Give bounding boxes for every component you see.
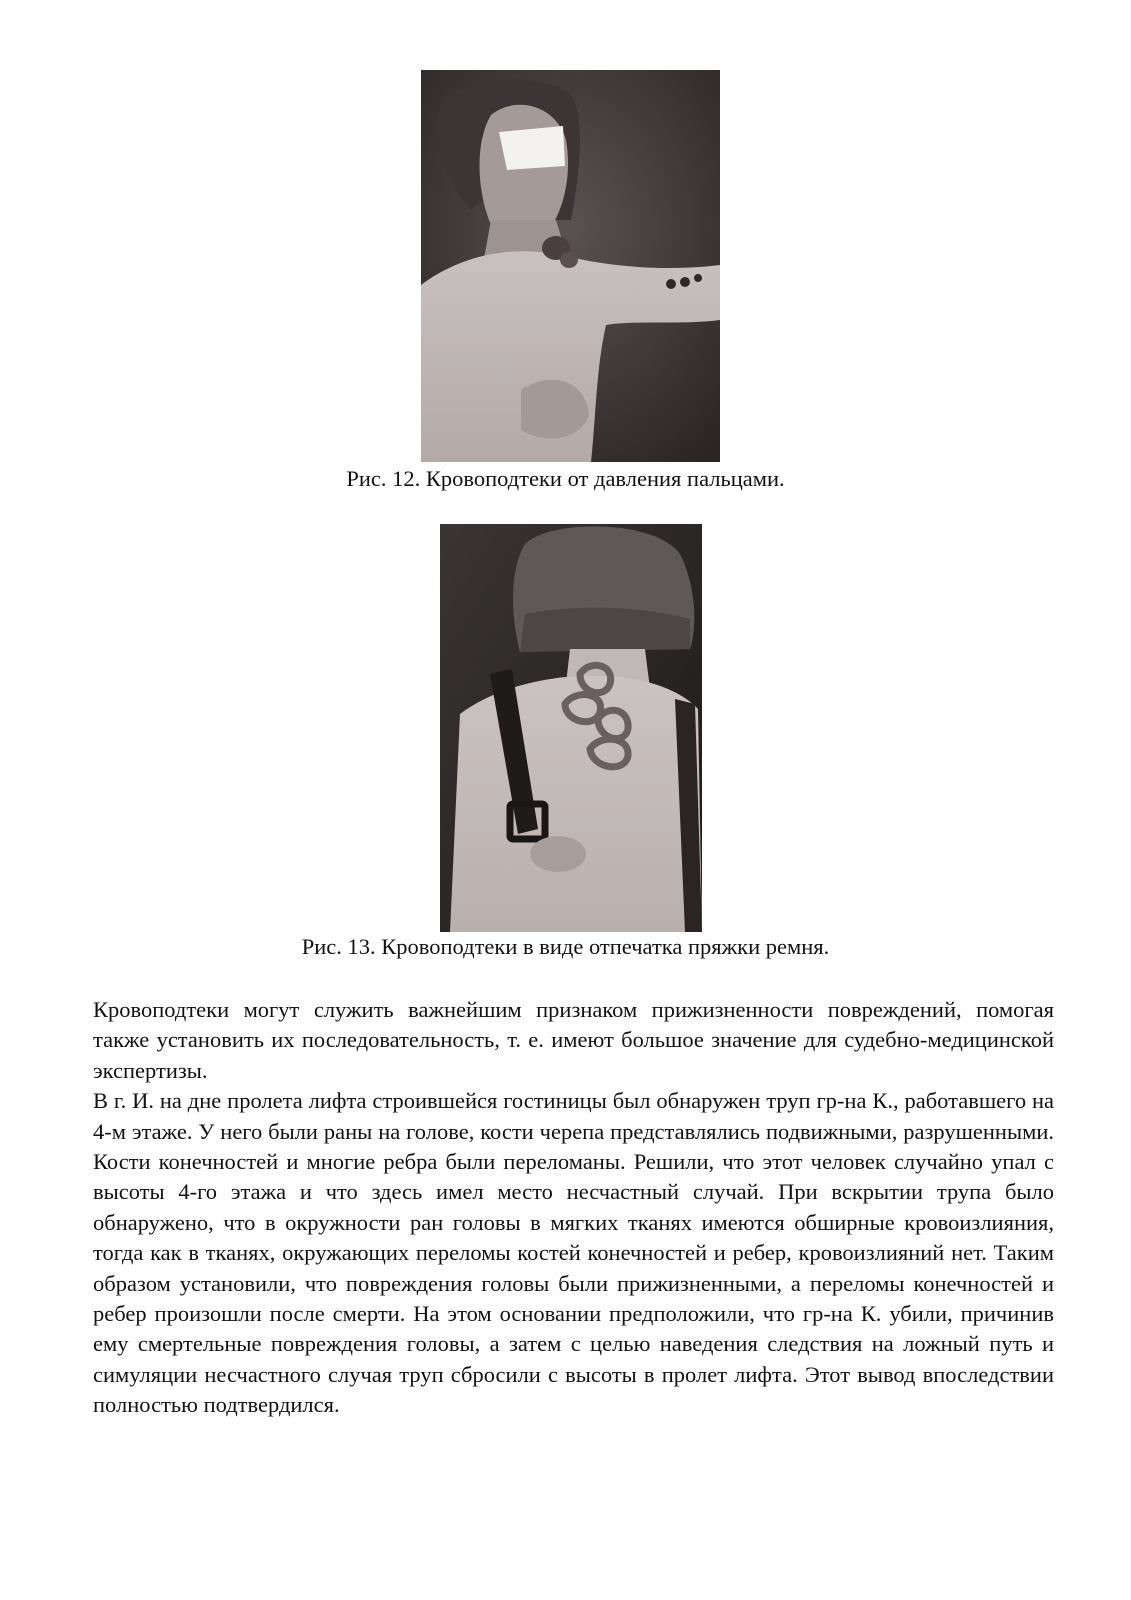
figure-12-caption: Рис. 12. Кровоподтеки от давления пальцами. (346, 466, 785, 491)
body-text (93, 995, 1054, 1421)
figure-13-caption: Рис. 13. Кровоподтеки в виде отпечатка пряжки ремня. (301, 934, 830, 959)
paragraph-1: Кровоподтеки могут служить важнейшим признаком прижизненности повреждений, помогая также установить их последовательность, т. е. имеют большое значение для судебно-медицинской экспертизы. (93, 997, 1054, 1083)
figure-13-photo (440, 524, 702, 932)
figure-12-photo (421, 70, 720, 462)
paragraph-2: В г. И. на дне пролета лифта строившейся гостиницы был обнаружен труп гр-на К., работавшего на 4-м этаже. У него были раны на голове, кости черепа представлялись подвижными, разрушенными. Кости конечностей и многие ребра были переломаны. Решили, что этот человек случайно упал с высоты 4-го этажа и что здесь имел место несчастный случай. При вскрытии трупа было обнаружено, что в окружности ран головы в мягких тканях имеются обширные кровоизлияния, тогда как в тканях, окружающих переломы костей конечностей и ребер, кровоизлияний нет. Таким образом установили, что повреждения головы были прижизненными, а переломы конечностей и ребер произошли после смерти. На этом основании предположили, что гр-на К. убили, причинив ему смертельные повреждения головы, а затем с целью наведения следствия на ложный путь и симуляции несчастного случая труп сбросили с высоты в пролет лифта. Этот вывод впоследствии полностью подтвердился. (93, 1088, 1054, 1418)
